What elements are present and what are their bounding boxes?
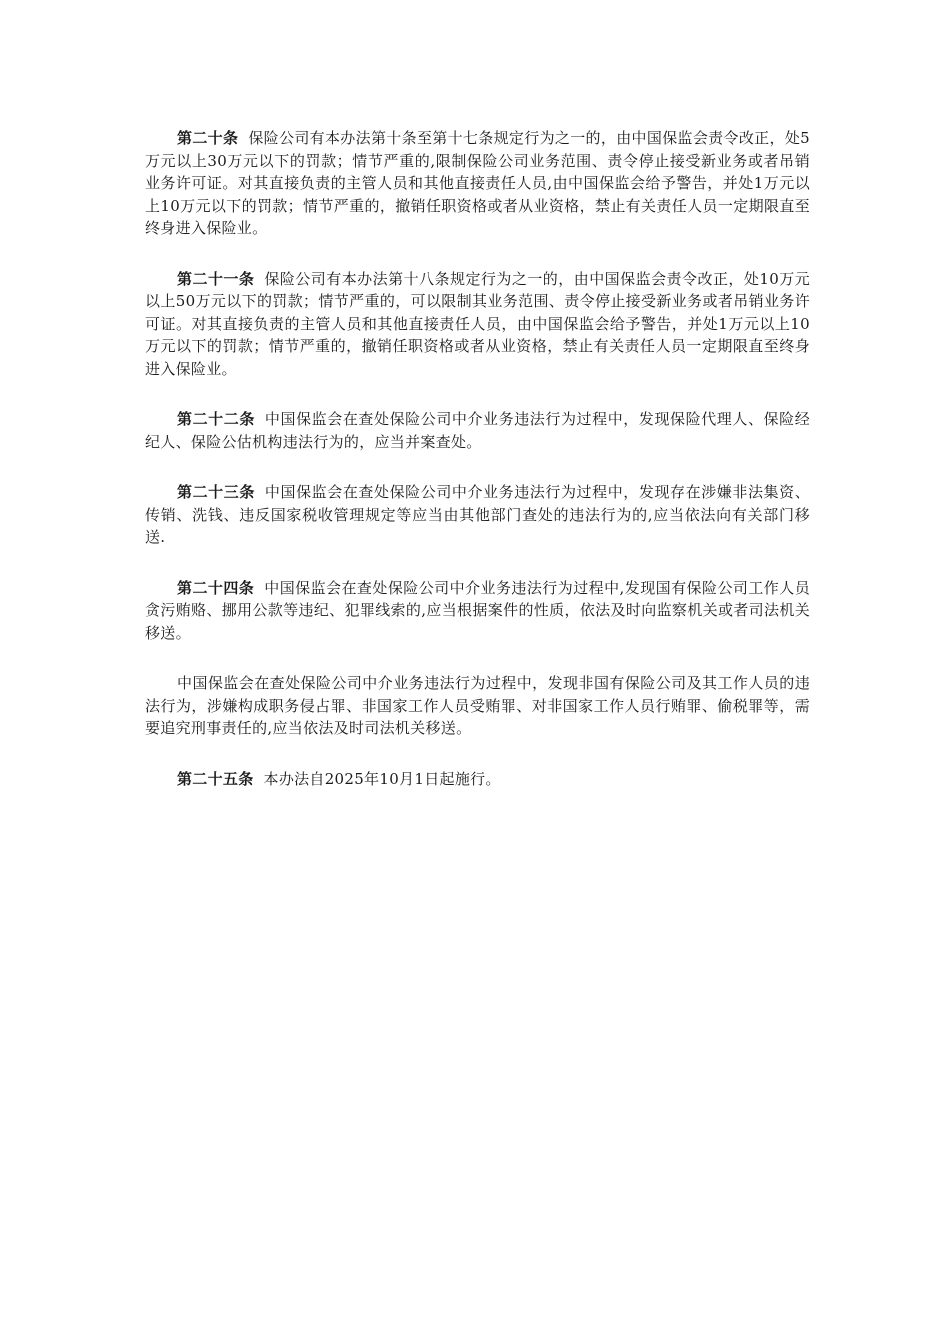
article-heading: 第二十五条	[177, 769, 254, 788]
article-text: 中国保监会在查处保险公司中介业务违法行为过程中，发现保险代理人、保险经纪人、保险公估机构违法行为的，应当并案查处。	[145, 410, 810, 451]
document-body	[145, 127, 810, 818]
article-25	[145, 768, 810, 791]
article-23	[145, 481, 810, 549]
article-text: 保险公司有本办法第十八条规定行为之一的，由中国保监会责令改正，处10万元以上50万元以下的罚款；情节严重的，可以限制其业务范围、责令停止接受新业务或者吊销业务许可证。对其直接负责的主管人员和其他直接责任人员，由中国保监会给予警告，并处1万元以上10万元以下的罚款；情节严重的，撤销任职资格或者从业资格，禁止有关责任人员一定期限直至终身进入保险业。	[145, 269, 810, 378]
article-24	[145, 577, 810, 645]
article-heading: 第二十条	[177, 129, 239, 147]
article-21	[145, 268, 810, 381]
article-text: 中国保监会在查处保险公司中介业务违法行为过程中，发现非国有保险公司及其工作人员的违法行为，涉嫌构成职务侵占罪、非国家工作人员受贿罪、对非国家工作人员行贿罪、偷税罪等，需要追究刑事责任的,应当依法及时司法机关移送。	[145, 674, 810, 737]
article-heading: 第二十一条	[177, 269, 255, 288]
article-heading: 第二十三条	[177, 483, 255, 501]
article-22	[145, 408, 810, 453]
article-text: 保险公司有本办法第十条至第十七条规定行为之一的，由中国保监会责令改正，处5万元以上30万元以下的罚款；情节严重的,限制保险公司业务范围、责令停止接受新业务或者吊销业务许可证。对其直接负责的主管人员和其他直接责任人员,由中国保监会给予警告，并处1万元以上10万元以下的罚款；情节严重的，撤销任职资格或者从业资格，禁止有关责任人员一定期限直至终身进入保险业。	[145, 129, 811, 237]
article-text: 中国保监会在查处保险公司中介业务违法行为过程中，发现存在涉嫌非法集资、传销、洗钱、违反国家税收管理规定等应当由其他部门查处的违法行为的,应当依法向有关部门移送.	[145, 483, 810, 546]
article-20	[145, 127, 810, 240]
article-24-continuation	[145, 672, 810, 740]
article-text: 本办法自2025年10月1日起施行。	[263, 769, 501, 788]
article-text: 中国保监会在查处保险公司中介业务违法行为过程中,发现国有保险公司工作人员贪污贿赂、挪用公款等违纪、犯罪线索的,应当根据案件的性质，依法及时向监察机关或者司法机关移送。	[145, 578, 810, 642]
article-heading: 第二十四条	[177, 578, 255, 597]
article-heading: 第二十二条	[177, 410, 255, 428]
